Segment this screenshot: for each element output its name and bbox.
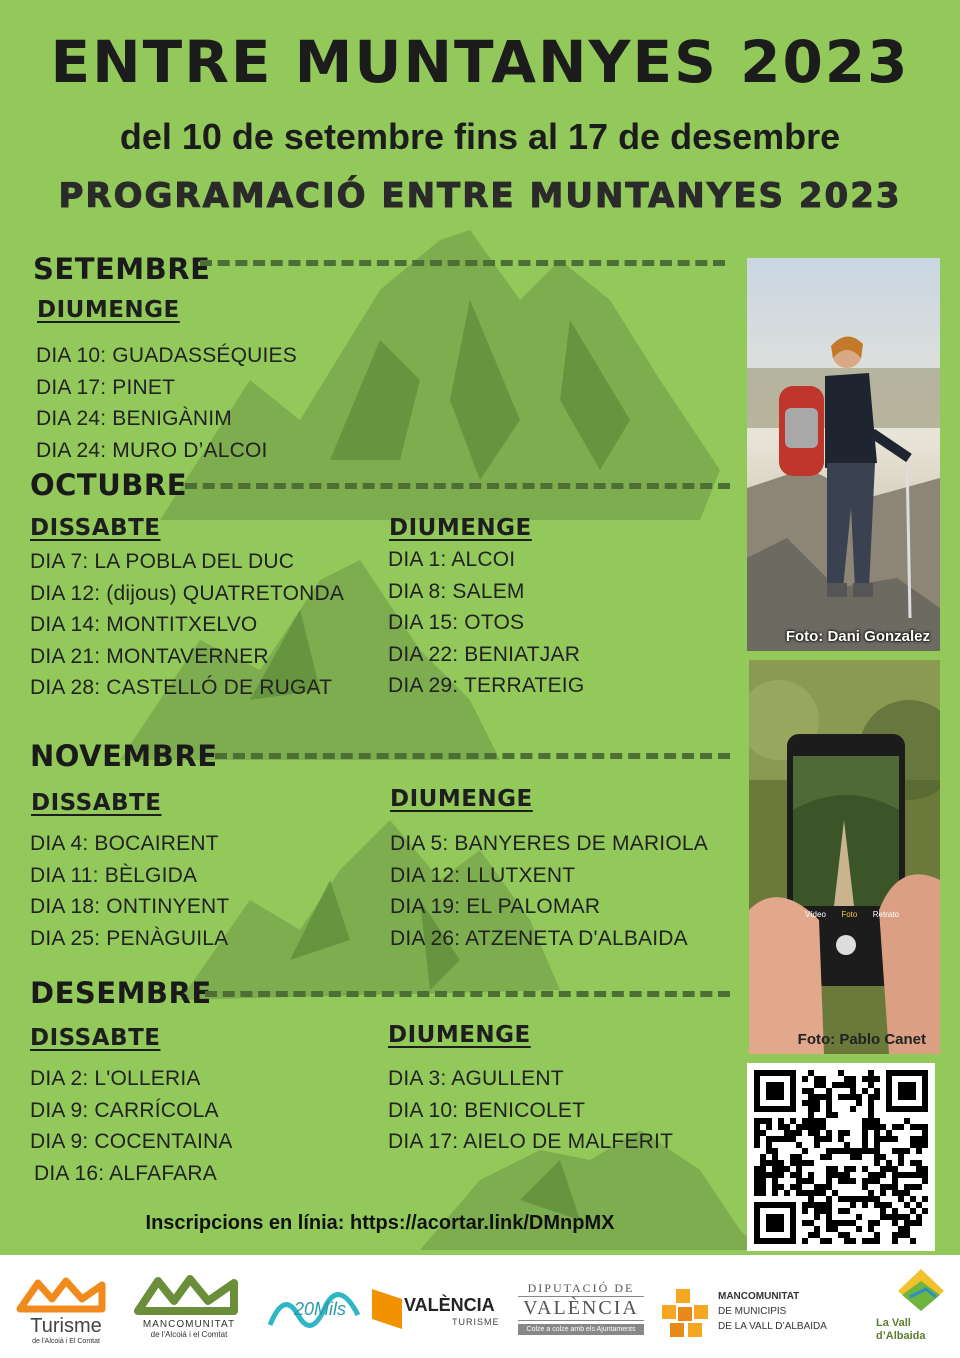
- month-octubre: OCTUBRE: [30, 468, 188, 502]
- list-item: DIA 19: EL PALOMAR: [390, 895, 601, 918]
- hiker-photo: [747, 258, 940, 651]
- logo-mancomunitat-alcoia: [134, 1273, 244, 1339]
- novembre-diumenge-list: [390, 828, 708, 954]
- desembre-diumenge-list: [388, 1063, 673, 1158]
- hiker-illustration: [747, 258, 940, 651]
- month-divider: [215, 753, 730, 759]
- octubre-dissabte-list: [30, 546, 344, 704]
- octubre-dissabte-heading: DISSABTE: [30, 515, 161, 541]
- list-item: DIA 17: AIELO DE MALFERIT: [388, 1130, 674, 1153]
- logo-20mils: [264, 1285, 364, 1335]
- list-item: DIA 8: SALEM: [388, 579, 525, 603]
- list-item: DIA 28: CASTELLÓ DE RUGAT: [30, 676, 333, 699]
- logo-subtitle: de l'Alcoià i el Comtat: [150, 1330, 228, 1339]
- registration-link[interactable]: Inscripcions en línia: https://acortar.link/DMnpMX: [145, 1212, 615, 1234]
- list-item: DIA 9: CARRÍCOLA: [30, 1098, 219, 1122]
- list-item: DIA 5: BANYERES DE MARIOLA: [390, 832, 708, 855]
- list-item: DIA 22: BENIATJAR: [388, 642, 581, 666]
- desembre-dissabte-list: [30, 1063, 233, 1189]
- list-item: DIA 3: AGULLENT: [388, 1067, 564, 1090]
- logo-text: [718, 1289, 827, 1334]
- novembre-dissabte-list: [30, 828, 229, 954]
- list-item: DIA 29: TERRATEIG: [388, 674, 585, 697]
- footer-logos: [0, 1255, 960, 1358]
- valencia-mark-icon: [372, 1289, 402, 1329]
- list-item: DIA 11: BÈLGIDA: [30, 863, 198, 887]
- list-item: DIA 24: MURO D’ALCOI: [36, 438, 268, 462]
- month-desembre: DESEMBRE: [30, 976, 212, 1010]
- program-subtitle: PROGRAMACIÓ ENTRE MUNTANYES 2023: [58, 176, 902, 216]
- logo-title: 20Mils: [294, 1299, 347, 1319]
- octubre-diumenge-heading: DIUMENGE: [389, 515, 532, 541]
- month-setembre: SETEMBRE: [33, 252, 211, 286]
- list-item: DIA 16: ALFAFARA: [34, 1161, 217, 1185]
- camera-mode-portrait: Retrato: [872, 910, 899, 919]
- logo-title: MANCOMUNITAT: [142, 1319, 236, 1330]
- list-item: DIA 24: BENIGÀNIM: [36, 407, 232, 430]
- camera-mode-photo: Foto: [841, 910, 858, 919]
- list-item: DIA 7: LA POBLA DEL DUC: [30, 550, 295, 573]
- list-item: DIA 14: MONTITXELVO: [30, 613, 258, 636]
- desembre-dissabte-heading: DISSABTE: [30, 1025, 161, 1051]
- camera-mode-video: Vídeo: [805, 910, 826, 919]
- logo-subtitle: TURISME: [452, 1317, 500, 1327]
- list-item: DIA 4: BOCAIRENT: [30, 832, 219, 855]
- logo-turisme-alcoia: [16, 1277, 116, 1345]
- logo-tagline: Colze a colze amb els Ajuntaments: [518, 1324, 644, 1335]
- logo-line2: VALÈNCIA: [518, 1296, 644, 1321]
- mountain-logo-icon: [134, 1273, 238, 1315]
- desembre-diumenge-heading: DIUMENGE: [388, 1022, 531, 1048]
- novembre-dissabte-heading: DISSABTE: [31, 790, 162, 816]
- poster-title: ENTRE MUNTANYES 2023: [50, 28, 910, 96]
- photo-credit: Foto: Dani Gonzalez: [785, 628, 930, 645]
- logo-diputacio-valencia: [518, 1281, 644, 1341]
- date-range: del 10 de setembre fins al 17 de desembre: [119, 116, 841, 157]
- photo-credit: Foto: Pablo Canet: [797, 1031, 926, 1048]
- logo-title: VALÈNCIA: [404, 1295, 495, 1315]
- list-item: DIA 2: L'OLLERIA: [30, 1067, 201, 1090]
- mountain-logo-icon: [16, 1277, 106, 1313]
- month-divider: [205, 991, 730, 997]
- list-item: DIA 10: GUADASSÉQUIES: [36, 344, 297, 367]
- phone-illustration: [749, 660, 940, 1054]
- list-item: DIA 12: (dijous) QUATRETONDA: [30, 581, 345, 605]
- setembre-diumenge-list: [36, 340, 297, 466]
- list-item: DIA 18: ONTINYENT: [30, 895, 230, 918]
- list-item: DIA 17: PINET: [36, 375, 176, 399]
- qr-code-icon: [747, 1063, 935, 1251]
- logo-line3: DE LA VALL D’ALBAIDA: [718, 1321, 827, 1332]
- qr-code[interactable]: [747, 1063, 935, 1251]
- list-item: DIA 26: ATZENETA D'ALBAIDA: [390, 926, 688, 950]
- logo-line1: DIPUTACIÓ DE: [527, 1281, 635, 1295]
- logo-line1: La Vall: [876, 1317, 911, 1329]
- camera-mode-bar: [805, 910, 899, 919]
- setembre-diumenge-heading: DIUMENGE: [37, 297, 180, 323]
- octubre-diumenge-list: [388, 544, 584, 702]
- logo-line2: d’Albaida: [876, 1330, 926, 1342]
- month-divider: [185, 483, 730, 489]
- novembre-diumenge-heading: DIUMENGE: [390, 786, 533, 812]
- logo-line1: MANCOMUNITAT: [718, 1291, 800, 1302]
- phone-photo: [749, 660, 940, 1054]
- logo-text: [868, 1317, 948, 1343]
- logo-subtitle: de l'Alcoià i El Comtat: [32, 1338, 100, 1345]
- list-item: DIA 1: ALCOI: [388, 548, 516, 571]
- list-item: DIA 12: LLUTXENT: [390, 863, 576, 887]
- list-item: DIA 21: MONTAVERNER: [30, 644, 269, 668]
- diamond-logo-icon: [896, 1267, 946, 1313]
- list-item: DIA 10: BENICOLET: [388, 1098, 586, 1122]
- logo-title: Turisme: [30, 1315, 102, 1337]
- month-novembre: NOVEMBRE: [30, 739, 218, 773]
- squares-logo-icon: [662, 1289, 712, 1339]
- list-item: DIA 25: PENÀGUILA: [30, 926, 229, 950]
- logo-la-vall-albaida: [868, 1267, 948, 1343]
- logo-line2: DE MUNICIPIS: [718, 1306, 787, 1317]
- list-item: DIA 15: OTOS: [388, 611, 525, 634]
- month-divider: [200, 260, 725, 266]
- list-item: DIA 9: COCENTAINA: [30, 1130, 233, 1153]
